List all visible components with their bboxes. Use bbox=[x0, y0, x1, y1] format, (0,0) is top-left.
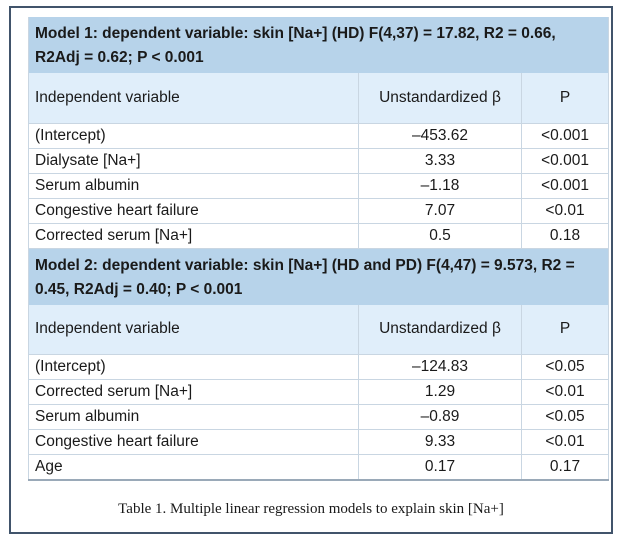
table-row bbox=[29, 198, 609, 223]
column-header-beta: Unstandardized β bbox=[359, 305, 522, 355]
beta-cell: 1.29 bbox=[359, 380, 522, 405]
variable-cell: Age bbox=[29, 455, 359, 480]
model2-title: Model 2: dependent variable: skin [Na+] (HD and PD) F(4,47) = 9.573, R2 = 0.45, R2Adj = 0.40; P < 0.001 bbox=[29, 248, 609, 305]
column-header-p: P bbox=[522, 305, 609, 355]
variable-cell: Corrected serum [Na+] bbox=[29, 380, 359, 405]
column-header-beta: Unstandardized β bbox=[359, 73, 522, 123]
beta-cell: –1.18 bbox=[359, 173, 522, 198]
table-row bbox=[29, 380, 609, 405]
beta-cell: –0.89 bbox=[359, 405, 522, 430]
table-frame bbox=[9, 6, 613, 534]
p-cell: <0.001 bbox=[522, 123, 609, 148]
p-cell: <0.01 bbox=[522, 430, 609, 455]
table-caption: Table 1. Multiple linear regression models to explain skin [Na+] bbox=[118, 501, 504, 517]
p-cell: <0.001 bbox=[522, 148, 609, 173]
table-row bbox=[29, 455, 609, 480]
table-row bbox=[29, 123, 609, 148]
variable-cell: Congestive heart failure bbox=[29, 430, 359, 455]
variable-cell: (Intercept) bbox=[29, 123, 359, 148]
p-cell: 0.18 bbox=[522, 223, 609, 248]
beta-cell: –124.83 bbox=[359, 355, 522, 380]
beta-cell: –453.62 bbox=[359, 123, 522, 148]
beta-cell: 3.33 bbox=[359, 148, 522, 173]
beta-cell: 0.5 bbox=[359, 223, 522, 248]
table-row bbox=[29, 405, 609, 430]
beta-cell: 0.17 bbox=[359, 455, 522, 480]
table-row bbox=[29, 173, 609, 198]
variable-cell: (Intercept) bbox=[29, 355, 359, 380]
model1-header-row bbox=[29, 73, 609, 123]
model1-title: Model 1: dependent variable: skin [Na+] (HD) F(4,37) = 17.82, R2 = 0.66, R2Adj = 0.62; P < 0.001 bbox=[29, 17, 609, 73]
table-row bbox=[29, 148, 609, 173]
p-cell: <0.01 bbox=[522, 380, 609, 405]
p-cell: <0.05 bbox=[522, 355, 609, 380]
variable-cell: Corrected serum [Na+] bbox=[29, 223, 359, 248]
column-header-p: P bbox=[522, 73, 609, 123]
p-cell: 0.17 bbox=[522, 455, 609, 480]
variable-cell: Dialysate [Na+] bbox=[29, 148, 359, 173]
p-cell: <0.001 bbox=[522, 173, 609, 198]
variable-cell: Congestive heart failure bbox=[29, 198, 359, 223]
regression-table bbox=[28, 17, 609, 481]
beta-cell: 9.33 bbox=[359, 430, 522, 455]
column-header-variable: Independent variable bbox=[29, 73, 359, 123]
table-row bbox=[29, 223, 609, 248]
table-row bbox=[29, 430, 609, 455]
beta-cell: 7.07 bbox=[359, 198, 522, 223]
variable-cell: Serum albumin bbox=[29, 173, 359, 198]
variable-cell: Serum albumin bbox=[29, 405, 359, 430]
p-cell: <0.01 bbox=[522, 198, 609, 223]
column-header-variable: Independent variable bbox=[29, 305, 359, 355]
model2-title-row bbox=[29, 248, 609, 305]
model2-header-row bbox=[29, 305, 609, 355]
table-row bbox=[29, 355, 609, 380]
model1-title-row bbox=[29, 17, 609, 73]
p-cell: <0.05 bbox=[522, 405, 609, 430]
